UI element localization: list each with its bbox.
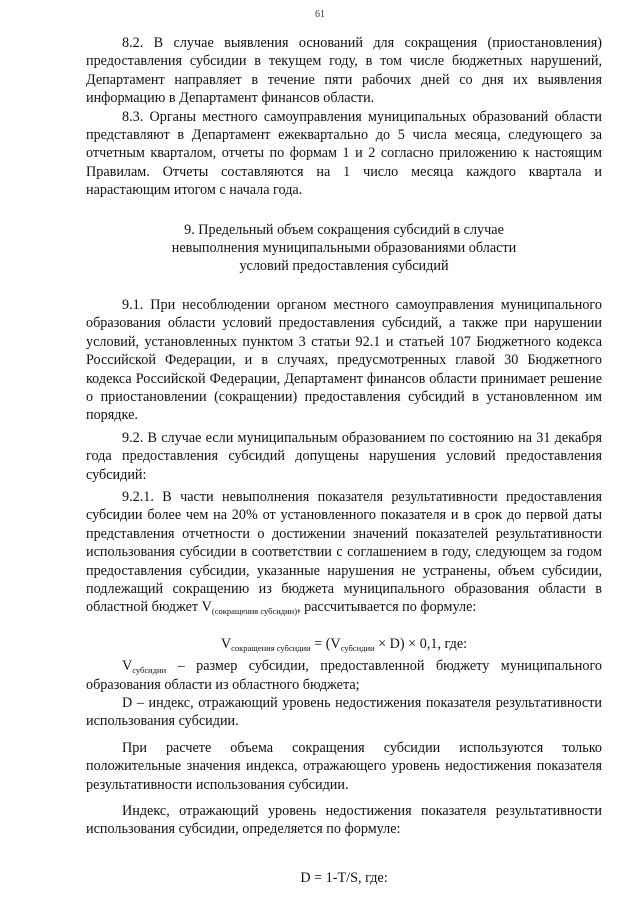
paragraph-index-formula-intro: Индекс, отражающий уровень недостижения показателя результативности использования субсидии, определяется по формуле:: [86, 803, 602, 838]
formula-reduction-v: V: [220, 635, 232, 652]
paragraph-9-2-1-text: 9.2.1. В части невыполнения показателя результативности предоставления субсидии более чем на 20% от установленного показателя и в срок до первой даты представления отчетности о достижении значений показателей результативности использования субсидии в соответствии с соглашением в году, следующем за годом предоставления субсидии, указанные нарушения не устранены, объем субсидии, подлежащий сокращению из бюджета муниципального образования области в областной бюджет V: [86, 488, 602, 616]
formula-reduction: [86, 635, 602, 653]
formula-reduction-mid: = (V: [310, 635, 341, 652]
section-9-heading-line-2: невыполнения муниципальными образованиями области: [171, 240, 517, 257]
formula-reduction-tail: × D) × 0,1, где:: [374, 635, 468, 652]
section-9-heading-line-3: условий предоставления субсидий: [239, 258, 449, 275]
definition-v-subscript: субсидии: [132, 665, 167, 676]
paragraph-8-3: 8.3. Органы местного самоуправления муниципальных образований области представляют в Департамент ежеквартально до 5 числа месяца, следующего за отчетным кварталом, отчеты по формам 1 и 2 согласно приложению к настоящим Правилам. Отчеты составляются на 1 число месяца каждого квартала и нарастающим итогом с начала года.: [86, 108, 602, 199]
formula-reduction-sub-1: сокращения субсидии: [231, 642, 311, 653]
section-9-heading-line-1: 9. Предельный объем сокращения субсидий в случае: [184, 221, 504, 238]
paragraph-9-2: 9.2. В случае если муниципальным образованием по состоянию на 31 декабря года предоставления субсидий допущены нарушения условий предоставления субсидий:: [86, 429, 602, 483]
definition-v-subsidy: [86, 657, 602, 694]
paragraph-8-2: 8.2. В случае выявления оснований для сокращения (приостановления) предоставления субсидии в текущем году, в том числе бюджетных нарушений, Департамент направляет в течение пяти рабочих дней со дня их выявления информацию в Департамент финансов области.: [86, 35, 602, 107]
definition-d-index: D – индекс, отражающий уровень недостижения показателя результативности использования субсидии.: [86, 695, 602, 730]
document-body: [86, 34, 602, 887]
formula-reduction-sub-2: субсидии: [340, 642, 375, 653]
paragraph-9-2-1: [86, 488, 602, 617]
paragraph-9-2-1-subscript: (сокращения субсидии): [211, 606, 298, 617]
definition-v-symbol: V: [122, 658, 133, 675]
section-9-heading: [86, 221, 602, 276]
page-number: 61: [315, 9, 325, 20]
definition-v-text: – размер субсидии, предоставленной бюджету муниципального образования области из областного бюджета;: [86, 658, 602, 693]
paragraph-9-2-1-tail: , рассчитывается по формуле:: [297, 599, 477, 616]
formula-index: D = 1-T/S, где:: [300, 869, 388, 886]
paragraph-9-1: 9.1. При несоблюдении органом местного самоуправления муниципального образования области условий предоставления субсидий, а также при нарушении условий, установленных пунктом 3 статьи 92.1 и статьей 107 Бюджетного кодекса Российской Федерации, и в случаях, предусмотренных главой 30 Бюджетного кодекса Российской Федерации, Департамент финансов области принимает решение о приостановлении (сокращении) предоставления субсидий в установленном им порядке.: [86, 296, 602, 424]
paragraph-positive-values: При расчете объема сокращения субсидии используются только положительные значения индекса, отражающего уровень недостижения показателя результативности использования субсидии.: [86, 739, 602, 793]
